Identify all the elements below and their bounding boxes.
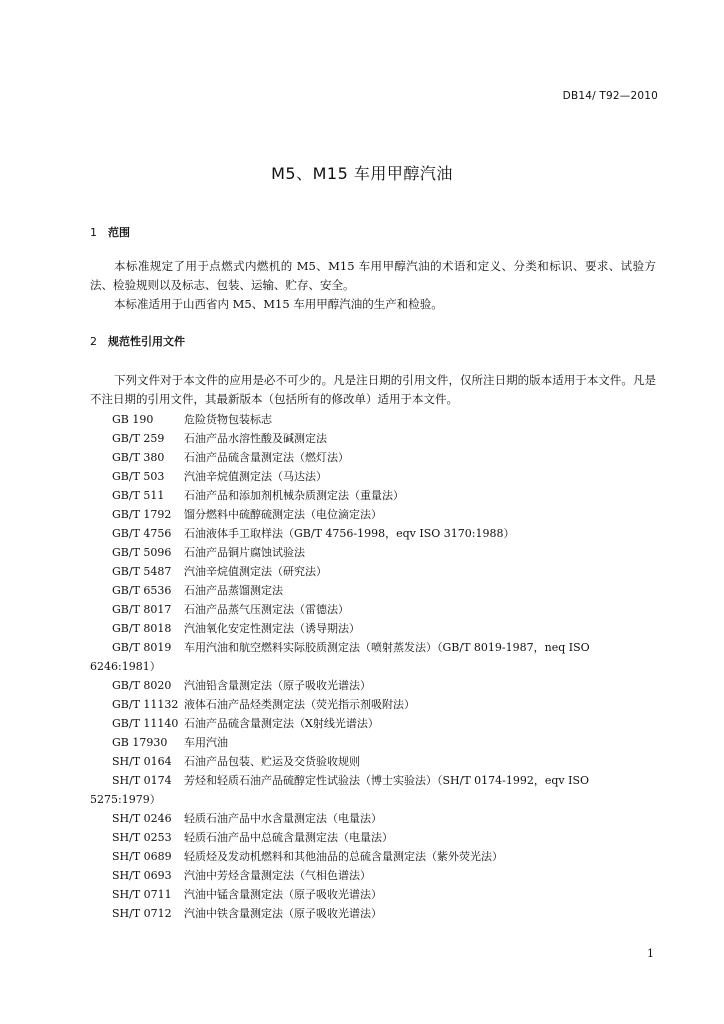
reference-title: 石油产品蒸气压测定法（雷德法） (184, 603, 349, 616)
reference-title: 危险货物包装标志 (184, 413, 272, 426)
reference-title: 汽油中芳烃含量测定法（气相色谱法） (184, 869, 371, 882)
reference-code: SH/T 0253 (112, 831, 172, 844)
reference-item (90, 809, 656, 828)
reference-title: 石油产品铜片腐蚀试验法 (184, 546, 305, 559)
reference-code: GB/T 5487 (112, 565, 172, 578)
references-intro-paragraph: 下列文件对于本文件的应用是必不可少的。凡是注日期的引用文件，仅所注日期的版本适用于本文件。凡是不注日期的引用文件，其最新版本（包括所有的修改单）适用于本文件。 (90, 373, 656, 406)
reference-code: GB/T 5096 (112, 546, 172, 559)
reference-item (90, 695, 656, 714)
reference-code: SH/T 0711 (112, 888, 172, 901)
reference-code: GB 190 (112, 413, 154, 426)
reference-title: 石油液体手工取样法（GB/T 4756-1998，eqv ISO 3170:1988） (184, 527, 515, 540)
reference-code: GB/T 8017 (112, 603, 172, 616)
scope-paragraph-2: 本标准适用于山西省内 M5、M15 车用甲醇汽油的生产和检验。 (114, 297, 443, 311)
reference-title: 石油产品包装、贮运及交货验收规则 (184, 755, 360, 768)
reference-code: GB/T 8020 (112, 679, 172, 692)
reference-item (90, 467, 656, 486)
scope-paragraph-1: 本标准规定了用于点燃式内燃机的 M5、M15 车用甲醇汽油的术语和定义、分类和标识、要求、试验方法、检验规则以及标志、包装、运输、贮存、安全。 (90, 259, 656, 292)
reference-item (90, 448, 656, 467)
reference-title: 液体石油产品烃类测定法（荧光指示剂吸附法） (184, 698, 415, 711)
reference-item (90, 771, 656, 809)
reference-item (90, 505, 656, 524)
reference-code: SH/T 0693 (112, 869, 172, 882)
reference-item (90, 733, 656, 752)
reference-item (90, 524, 656, 543)
reference-item (90, 562, 656, 581)
reference-code: GB/T 259 (112, 432, 165, 445)
reference-code: SH/T 0689 (112, 850, 172, 863)
section-2-intro (90, 371, 656, 409)
reference-item (90, 619, 656, 638)
reference-item (90, 638, 656, 676)
reference-item (90, 429, 656, 448)
reference-item (90, 581, 656, 600)
reference-code: GB/T 503 (112, 470, 165, 483)
reference-item (90, 904, 656, 923)
reference-item (90, 543, 656, 562)
section-2-title: 规范性引用文件 (108, 335, 185, 348)
reference-title: 石油产品和添加剂机械杂质测定法（重量法） (184, 489, 404, 502)
reference-title: 车用汽油和航空燃料实际胶质测定法（喷射蒸发法）（GB/T 8019-1987，neq ISO 6246:1981） (90, 641, 590, 673)
reference-title: 汽油中铁含量测定法（原子吸收光谱法） (184, 907, 382, 920)
reference-code: GB/T 8019 (112, 641, 172, 654)
reference-title: 轻质石油产品中总硫含量测定法（电量法） (184, 831, 393, 844)
section-1-body (90, 257, 656, 314)
reference-code: GB/T 511 (112, 489, 165, 502)
reference-title: 石油产品水溶性酸及碱测定法 (184, 432, 327, 445)
reference-title: 轻质石油产品中水含量测定法（电量法） (184, 812, 382, 825)
reference-item (90, 486, 656, 505)
reference-code: GB/T 6536 (112, 584, 172, 597)
section-2-number: 2 (90, 335, 97, 348)
section-1-heading (90, 224, 130, 240)
reference-title: 石油产品蒸馏测定法 (184, 584, 283, 597)
reference-code: GB/T 380 (112, 451, 165, 464)
reference-item (90, 676, 656, 695)
document-title: M5、M15 车用甲醇汽油 (271, 164, 453, 183)
reference-code: SH/T 0174 (112, 774, 172, 787)
reference-code: GB 17930 (112, 736, 168, 749)
reference-list (90, 410, 656, 923)
reference-code: SH/T 0164 (112, 755, 172, 768)
reference-title: 汽油氧化安定性测定法（诱导期法） (184, 622, 360, 635)
section-2-heading (90, 333, 185, 349)
reference-title: 馏分燃料中硫醇硫测定法（电位滴定法） (184, 508, 382, 521)
page-number: 1 (647, 947, 654, 960)
reference-code: GB/T 11140 (112, 717, 179, 730)
reference-item (90, 828, 656, 847)
reference-title: 汽油辛烷值测定法（马达法） (184, 470, 327, 483)
reference-title: 汽油辛烷值测定法（研究法） (184, 565, 327, 578)
reference-title: 车用汽油 (184, 736, 228, 749)
standard-code: DB14/ T92—2010 (562, 90, 658, 102)
reference-item (90, 600, 656, 619)
reference-title: 汽油铅含量测定法（原子吸收光谱法） (184, 679, 371, 692)
reference-code: SH/T 0712 (112, 907, 172, 920)
reference-code: GB/T 11132 (112, 698, 179, 711)
reference-item (90, 714, 656, 733)
reference-code: GB/T 4756 (112, 527, 172, 540)
reference-title: 芳烃和轻质石油产品硫醇定性试验法（博士实验法）（SH/T 0174-1992，eqv ISO 5275:1979） (90, 774, 590, 806)
reference-item (90, 847, 656, 866)
section-1-number: 1 (90, 226, 97, 239)
reference-item (90, 752, 656, 771)
reference-item (90, 866, 656, 885)
section-1-title: 范围 (108, 226, 130, 239)
reference-title: 石油产品硫含量测定法（燃灯法） (184, 451, 349, 464)
reference-item (90, 885, 656, 904)
reference-title: 石油产品硫含量测定法（X射线光谱法） (184, 717, 379, 730)
reference-code: SH/T 0246 (112, 812, 172, 825)
reference-item (90, 410, 656, 429)
reference-title: 轻质烃及发动机燃料和其他油品的总硫含量测定法（紫外荧光法） (184, 850, 503, 863)
reference-title: 汽油中锰含量测定法（原子吸收光谱法） (184, 888, 382, 901)
reference-code: GB/T 8018 (112, 622, 172, 635)
reference-code: GB/T 1792 (112, 508, 172, 521)
